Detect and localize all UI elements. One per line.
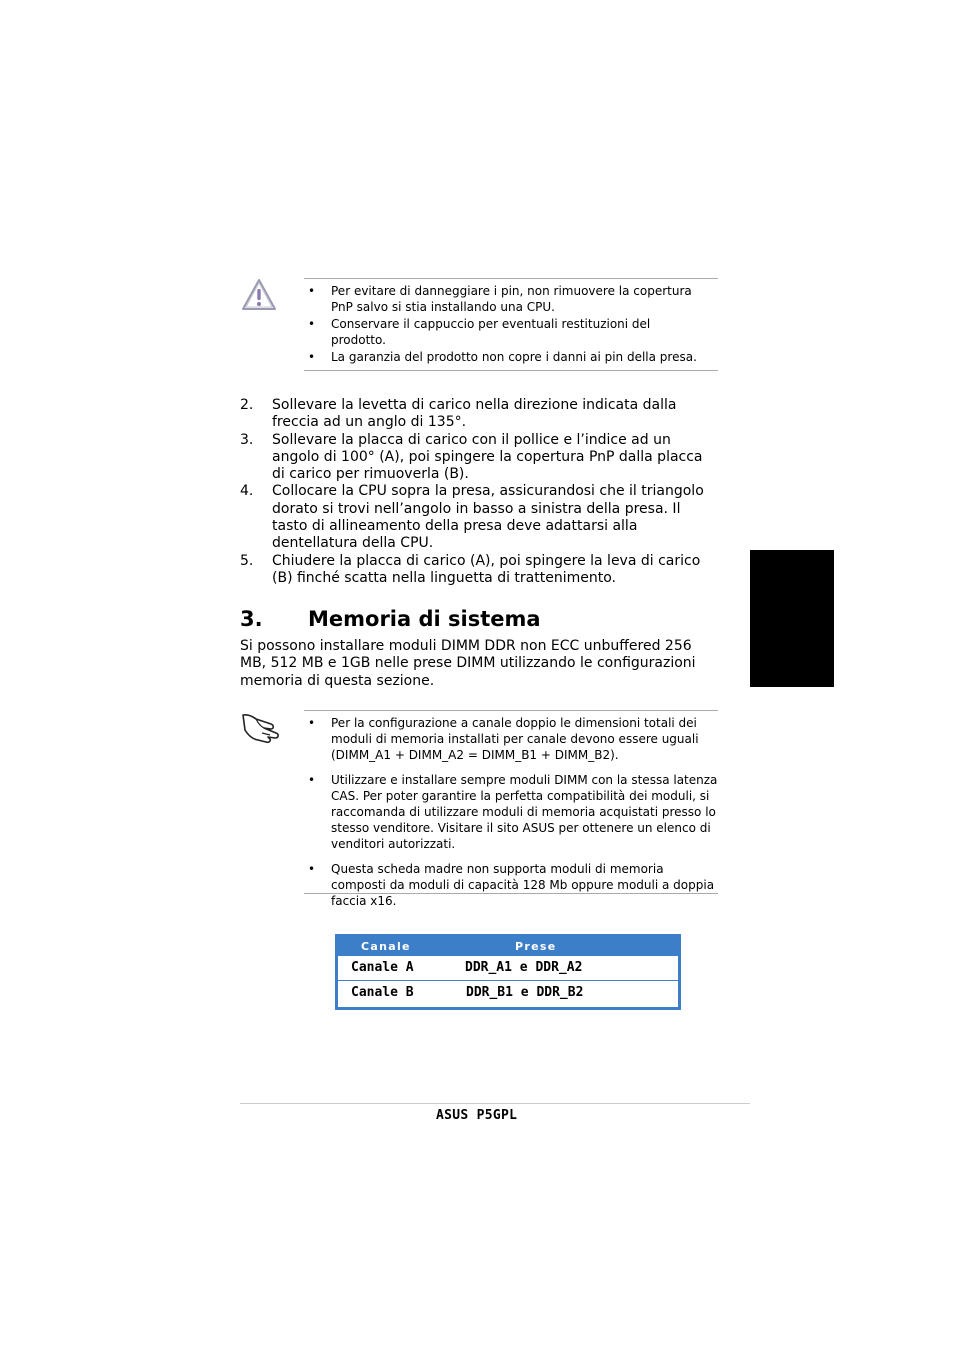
table-row — [338, 956, 678, 980]
table-cell: DDR_A1 e DDR_A2 — [465, 960, 583, 975]
language-side-tab — [750, 550, 834, 687]
caution-item: • La garanzia del prodotto non copre i danni ai pin della presa. — [304, 349, 718, 365]
note-top-rule — [304, 710, 718, 711]
section-title — [240, 607, 541, 631]
step-item: 4. Collocare la CPU sopra la presa, assicurandosi che il triangolo dorato si trovi nell’angolo in basso a sinistra della presa. Il tasto di allineamento della presa deve adattarsi alla dentellatura della CPU. — [240, 483, 704, 552]
note-bottom-rule — [304, 893, 718, 894]
footer-rule — [240, 1103, 750, 1104]
section-intro: Si possono installare moduli DIMM DDR non ECC unbuffered 256 MB, 512 MB e 1GB nelle prese DIMM utilizzando le configurazioni memoria di questa sezione. — [240, 638, 696, 689]
table-cell: Canale B — [351, 985, 414, 1000]
pointing-hand-note-icon — [240, 705, 284, 745]
step-item: 3. Sollevare la placca di carico con il pollice e l’indice ad un angolo di 100° (A), poi spingere la copertura PnP dalla placca di carico per rimuoverla (B). — [240, 431, 703, 483]
memory-channel-table — [335, 934, 681, 1010]
caution-bottom-rule — [304, 370, 718, 371]
note-callout — [304, 715, 718, 909]
section-title-text: Memoria di sistema — [308, 607, 541, 631]
section-number: 3. — [240, 607, 263, 631]
table-header-cell: Canale — [361, 940, 411, 953]
note-item: • Questa scheda madre non supporta moduli di memoria composti da moduli di capacità 128 Mb oppure moduli a doppia faccia x16. — [304, 861, 718, 909]
caution-item: • Conservare il cappuccio per eventuali restituzioni del prodotto. — [304, 316, 718, 348]
note-item: • Utilizzare e installare sempre moduli DIMM con la stessa latenza CAS. Per poter garantire la perfetta compatibilità dei moduli, si raccomanda di utilizzare moduli di memoria acquistati presso lo stesso venditore. Visitare il sito ASUS per ottenere un elenco di venditori autorizzati. — [304, 772, 718, 852]
installation-steps — [240, 397, 718, 587]
table-cell: Canale A — [351, 960, 414, 975]
caution-top-rule — [304, 278, 718, 279]
step-item: 2. Sollevare la levetta di carico nella direzione indicata dalla freccia ad un anglo di 135°. — [240, 397, 677, 431]
footer-product-name: ASUS P5GPL — [436, 1108, 518, 1123]
table-header-cell: Prese — [515, 940, 557, 953]
caution-callout — [304, 283, 718, 365]
note-item: • Per la configurazione a canale doppio le dimensioni totali dei moduli di memoria installati per canale devono essere uguali (DIMM_A1 + DIMM_A2 = DIMM_B1 + DIMM_B2). — [304, 715, 718, 763]
step-item: 5. Chiudere la placca di carico (A), poi spingere la leva di carico (B) finché scatta nella linguetta di trattenimento. — [240, 552, 701, 586]
table-row — [338, 980, 678, 1005]
table-header — [338, 937, 678, 956]
table-cell: DDR_B1 e DDR_B2 — [466, 985, 584, 1000]
caution-item: • Per evitare di danneggiare i pin, non rimuovere la copertura PnP salvo si stia installando una CPU. — [304, 283, 718, 315]
warning-triangle-icon — [240, 277, 278, 313]
